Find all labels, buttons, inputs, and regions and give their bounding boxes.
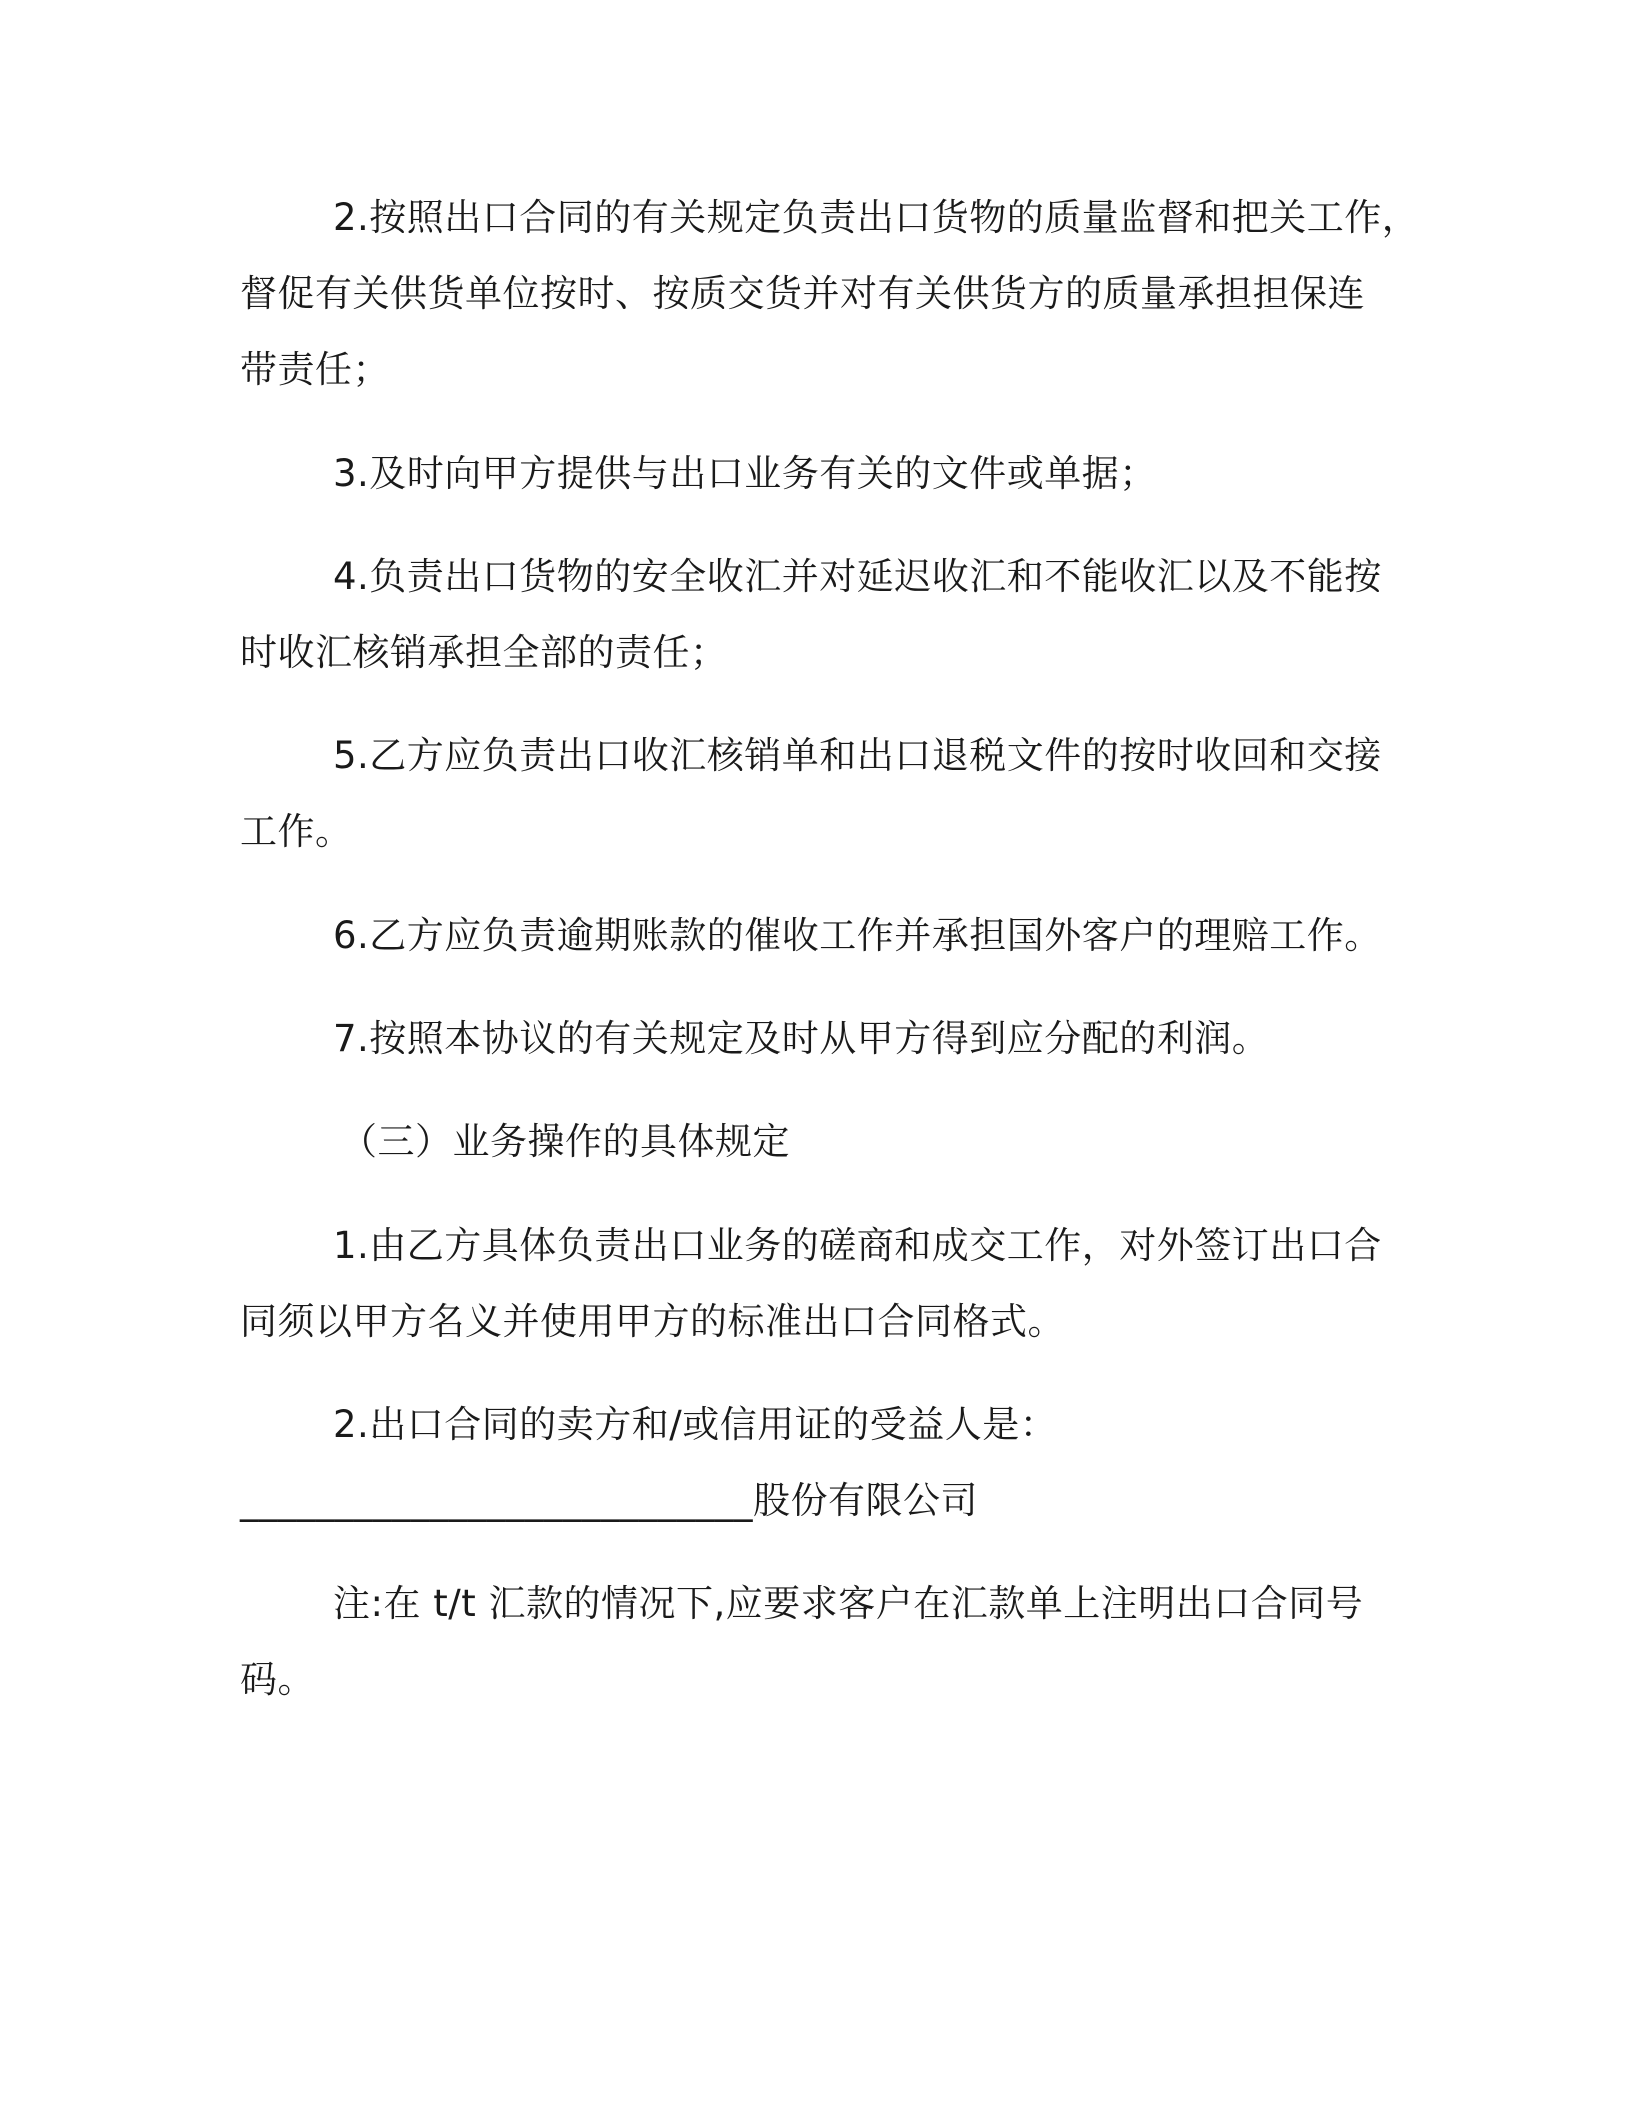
item-5-line-1: 5.乙方应负责出口收汇核销单和出口退税文件的按时收回和交接 bbox=[333, 734, 1382, 777]
item-2-line-2: 督促有关供货单位按时、按质交货并对有关供货方的质量承担担保连 bbox=[240, 272, 1365, 315]
item-5-line-2: 工作。 bbox=[240, 810, 353, 853]
section-heading: （三）业务操作的具体规定 bbox=[340, 1120, 790, 1163]
item-7-line-1: 7.按照本协议的有关规定及时从甲方得到应分配的利润。 bbox=[333, 1017, 1270, 1060]
note-line-2: 码。 bbox=[240, 1658, 315, 1701]
rule-1-line-2: 同须以甲方名义并使用甲方的标准出口合同格式。 bbox=[240, 1300, 1065, 1343]
item-2-line-3: 带责任； bbox=[240, 348, 390, 391]
item-2-line-1: 2.按照出口合同的有关规定负责出口货物的质量监督和把关工作， bbox=[333, 196, 1420, 239]
rule-1-line-1: 1.由乙方具体负责出口业务的磋商和成交工作，对外签订出口合 bbox=[333, 1224, 1382, 1267]
item-3-line-1: 3.及时向甲方提供与出口业务有关的文件或单据； bbox=[333, 452, 1157, 495]
beneficiary-company-line: ___________________________股份有限公司 bbox=[240, 1479, 978, 1522]
item-4-line-1: 4.负责出口货物的安全收汇并对延迟收汇和不能收汇以及不能按 bbox=[333, 555, 1382, 598]
note-line-1: 注:在 t/t 汇款的情况下,应要求客户在汇款单上注明出口合同号 bbox=[333, 1582, 1364, 1625]
item-6-line-1: 6.乙方应负责逾期账款的催收工作并承担国外客户的理赔工作。 bbox=[333, 914, 1382, 957]
rule-2-line-1: 2.出口合同的卖方和/或信用证的受益人是： bbox=[333, 1403, 1058, 1446]
item-4-line-2: 时收汇核销承担全部的责任； bbox=[240, 631, 728, 674]
